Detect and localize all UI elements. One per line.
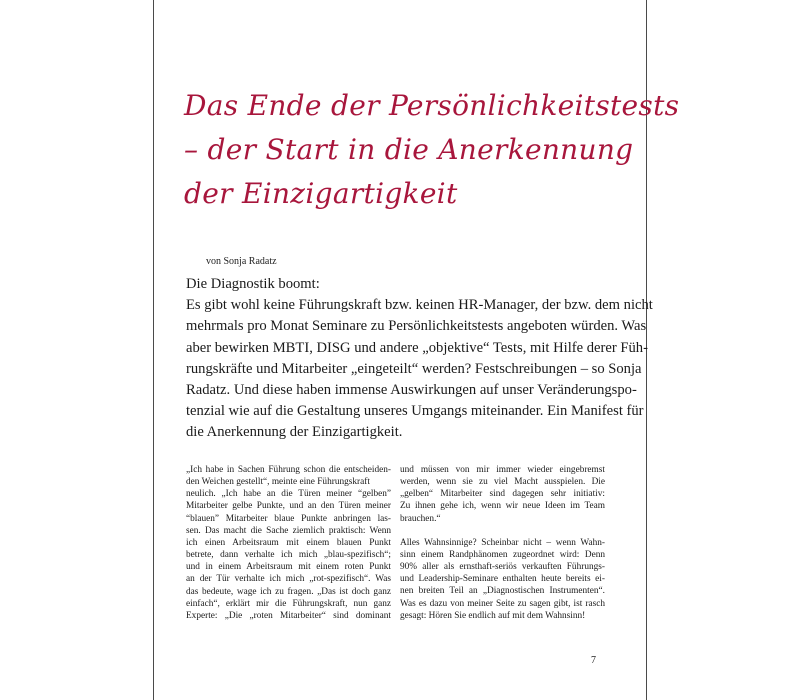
body-line: Mitarbeiter gelbe Punkte, und an den Türen meiner [186, 501, 391, 512]
body-line: „gelben“ Mitarbeiter sind dagegen sehr initiativ: [400, 489, 605, 500]
body-line: Was es dazu von meiner Seite zu sagen gibt, ist rasch [400, 598, 605, 609]
body-line: und in einem Arbeitsraum mit einem roten Punkt [186, 562, 391, 573]
title-line: Das Ende der Persönlichkeitstests [184, 89, 680, 122]
lead-line: rungskräfte und Mitarbeiter „eingeteilt“ werden? Festschreibungen – so Sonja [186, 360, 642, 377]
body-column-left [186, 464, 391, 622]
page-number: 7 [591, 655, 596, 666]
lead-line: Es gibt wohl keine Führungskraft bzw. keinen HR-Manager, der bzw. dem nicht [186, 297, 653, 314]
lead-paragraph [186, 274, 653, 444]
body-paragraph [186, 464, 391, 622]
body-line: neulich. „Ich habe an die Türen meiner “gelben” [186, 489, 391, 500]
body-line: nen breiten Teil an „Diagnostischen Instrumenten“. [400, 586, 605, 597]
body-line: und müssen von mir immer wieder eingebremst [400, 465, 605, 475]
title-line: – der Start in die Anerkennung [184, 133, 634, 166]
lead-line: aber bewirken MBTI, DISG und andere „objektive“ Tests, mit Hilfe derer Füh- [186, 339, 648, 356]
lead-line: mehrmals pro Monat Seminare zu Persönlichkeitstests angeboten würden. Was [186, 318, 647, 335]
body-line: „Ich habe in Sachen Führung schon die entscheiden- [186, 465, 391, 475]
body-line: das bedeute, wage ich zu fragen. „Das ist doch ganz [186, 586, 391, 597]
body-column-right [400, 464, 605, 622]
body-line: einfach“, erklärt mir die Führungskraft, nun ganz [186, 598, 391, 609]
body-line: gesagt: Hören Sie endlich auf mit dem Wahnsinn! [400, 610, 586, 621]
title-line: der Einzigartigkeit [184, 177, 458, 210]
lead-line: Die Diagnostik boomt: [186, 276, 320, 292]
body-line: den Weichen gestellt“, meinte eine Führungskraft [186, 477, 370, 488]
body-line: betrete, dann verhalte ich mich „blau-spezifisch“; [186, 550, 391, 561]
body-line: sinn einem Randphänomen zugeordnet wird: Denn [400, 549, 605, 560]
body-line: “blauen” Mitarbeiter blaue Punkte anbringen las- [186, 513, 391, 524]
body-line: Alles Wahnsinnige? Scheinbar nicht – wenn Wahn- [400, 537, 605, 548]
author-byline: von Sonja Radatz [206, 256, 277, 267]
body-line: 90% aller als ernsthaft-seriös verkauften Führungs- [400, 562, 605, 573]
body-line: und Leadership-Seminare enthalten heute bereits ei- [400, 574, 605, 585]
document-page [154, 0, 680, 700]
body-line: brauchen.“ [400, 513, 441, 524]
body-paragraph [400, 464, 605, 525]
body-line: an der Tür verhalte ich mich „rot-spezifisch“. Was [186, 574, 391, 585]
body-line: Experte: „Die „roten Mitarbeiter“ sind dominant [186, 610, 391, 621]
lead-line: tenzial wie auf die Gestaltung unseres Umgangs miteinander. Ein Manifest für [186, 403, 644, 420]
lead-line: die Anerkennung der Einzigartigkeit. [186, 424, 403, 441]
body-line: sen. Das macht die Sache ziemlich praktisch: Wenn [186, 525, 391, 536]
body-paragraph [400, 537, 605, 622]
article-title [184, 84, 680, 216]
lead-line: Radatz. Und diese haben immense Auswirkungen auf unser Veränderungspo- [186, 382, 637, 399]
body-line: Zu ihnen gehe ich, wenn wir neue Ideen im Team [400, 501, 605, 512]
body-line: ich einen Arbeitsraum mit einem blauen Punkt [186, 537, 391, 548]
body-line: werden, wenn sie zu viel Macht ausspielen. Die [400, 477, 605, 488]
